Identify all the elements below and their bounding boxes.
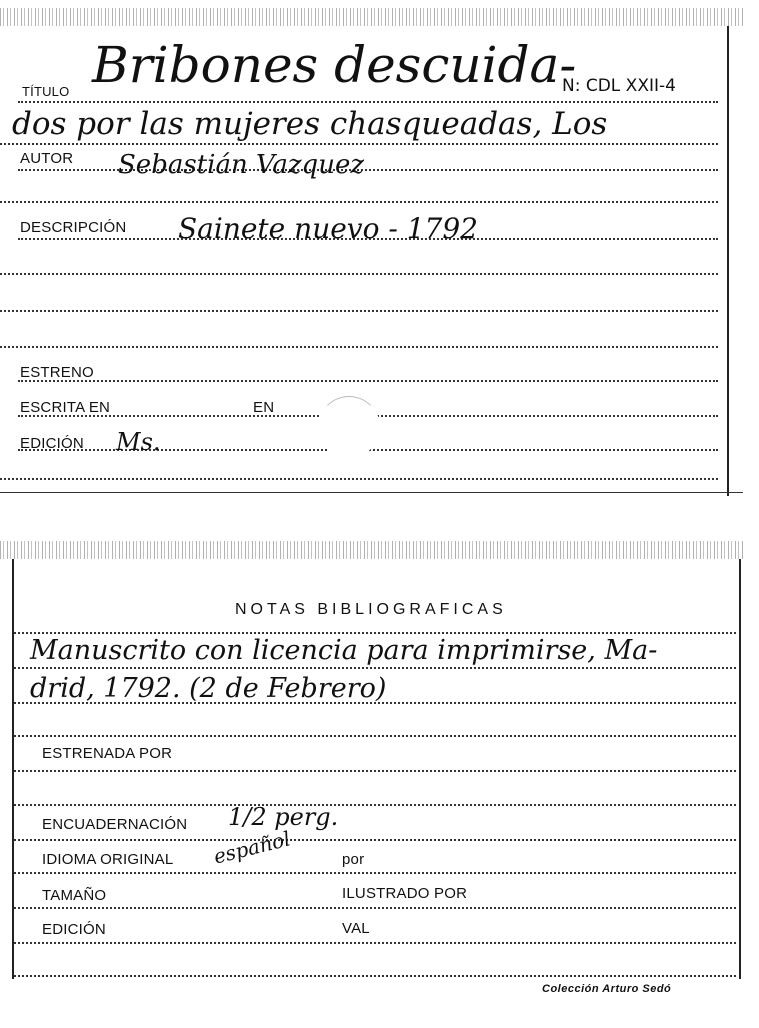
rule-line bbox=[18, 380, 718, 382]
card-left-edge bbox=[12, 559, 14, 979]
autor-label: AUTOR bbox=[20, 150, 74, 167]
rule-line bbox=[14, 735, 736, 737]
descripcion-label: DESCRIPCIÓN bbox=[20, 219, 127, 236]
handwritten-description: Sainete nuevo - 1792 bbox=[178, 212, 478, 245]
rule-line bbox=[0, 143, 718, 145]
estreno-label: ESTRENO bbox=[20, 364, 94, 381]
handwritten-notes-line1: Manuscrito con licencia para imprimirse, Ma- bbox=[30, 635, 658, 666]
notas-bibliograficas-heading: NOTAS BIBLIOGRAFICAS bbox=[235, 601, 507, 618]
rule-line bbox=[14, 872, 736, 874]
rule-line bbox=[14, 804, 736, 806]
rule-line bbox=[14, 975, 736, 977]
card-right-edge bbox=[727, 26, 729, 496]
por-label: por bbox=[342, 851, 365, 868]
rule-line bbox=[14, 942, 736, 944]
handwritten-title-line2: dos por las mujeres chasqueadas, Los bbox=[12, 106, 608, 142]
rule-line bbox=[14, 770, 736, 772]
card-top-edge-texture bbox=[0, 541, 743, 559]
edicion-label: EDICIÓN bbox=[20, 435, 84, 452]
handwritten-title-line1: Bribones descuida- bbox=[92, 36, 577, 94]
estrenada-por-label: ESTRENADA POR bbox=[42, 745, 173, 762]
rule-line bbox=[0, 273, 718, 275]
rule-line bbox=[0, 346, 718, 348]
handwritten-edition: Ms. bbox=[116, 428, 161, 456]
card-top-edge-texture bbox=[0, 8, 743, 26]
handwritten-notes-line2: drid, 1792. (2 de Febrero) bbox=[30, 673, 387, 704]
rule-line bbox=[0, 310, 718, 312]
rule-line bbox=[0, 201, 718, 203]
valor-label: VAL bbox=[342, 920, 370, 937]
handwritten-language: español bbox=[211, 826, 293, 869]
handwritten-author: Sebastián Vazquez bbox=[118, 150, 365, 180]
handwritten-catalog-number: N: CDL XXII-4 bbox=[562, 76, 676, 96]
rule-line bbox=[14, 667, 736, 669]
rule-line bbox=[18, 101, 718, 103]
stamp-mark bbox=[318, 396, 380, 458]
handwritten-binding: 1/2 perg. bbox=[228, 803, 339, 831]
catalog-card-front bbox=[0, 8, 743, 495]
card-bottom-edge bbox=[0, 492, 743, 493]
rule-line bbox=[0, 478, 718, 480]
rule-line bbox=[14, 632, 736, 634]
ilustrado-por-label: ILUSTRADO POR bbox=[342, 885, 468, 902]
idioma-original-label: IDIOMA ORIGINAL bbox=[42, 851, 174, 868]
catalog-card-notes bbox=[0, 541, 743, 996]
tamano-label: TAMAÑO bbox=[42, 887, 107, 904]
edicion-label: EDICIÓN bbox=[42, 921, 106, 938]
rule-line bbox=[14, 839, 736, 841]
escrita-en-label: ESCRITA EN bbox=[20, 399, 111, 416]
en-label: EN bbox=[253, 399, 275, 416]
card-right-edge bbox=[739, 559, 741, 979]
rule-line bbox=[14, 907, 736, 909]
collection-footer: Colección Arturo Sedó bbox=[542, 983, 672, 995]
titulo-label: TÍTULO bbox=[22, 84, 70, 99]
encuadernacion-label: ENCUADERNACIÓN bbox=[42, 816, 188, 833]
